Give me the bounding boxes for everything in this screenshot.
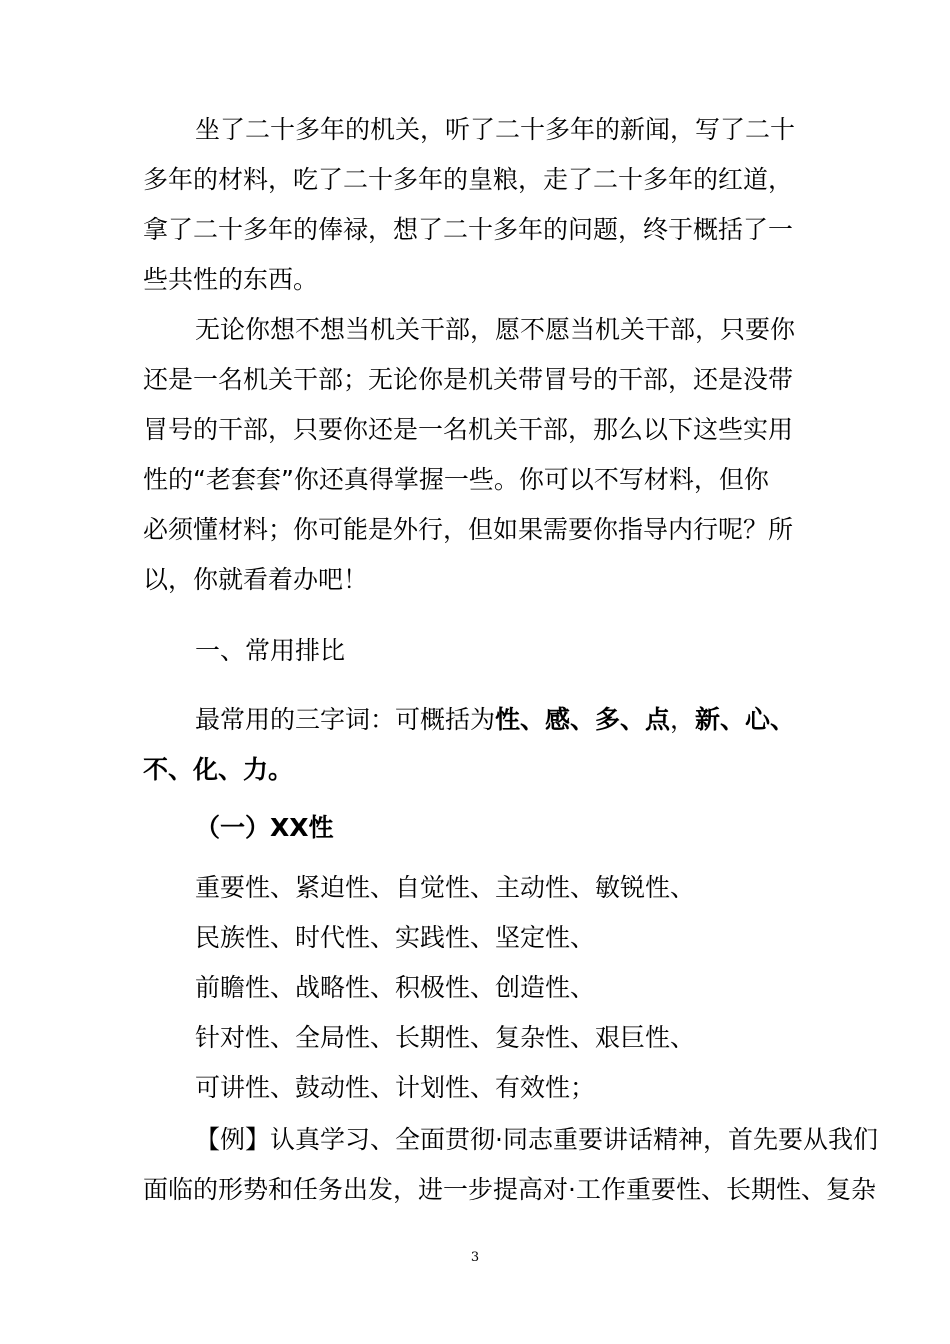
intro-line-2: 多年的材料，吃了二十多年的皇粮，走了二十多年的红道， [143, 165, 794, 194]
intro-line-3: 拿了二十多年的俸禄，想了二十多年的问题，终于概括了一 [143, 215, 794, 244]
term-list-line-3: 前瞻性、战略性、积极性、创造性、 [195, 973, 596, 1002]
term-list-line-2: 民族性、时代性、实践性、坚定性、 [195, 923, 596, 952]
section-heading: 一、常用排比 [195, 636, 346, 665]
term-list-line-5: 可讲性、鼓动性、计划性、有效性； [195, 1073, 596, 1102]
preface-line-2: 还是一名机关干部；无论你是机关带冒号的干部，还是没带 [143, 365, 794, 394]
term-list-line-4: 针对性、全局性、长期性、复杂性、艰巨性、 [195, 1023, 696, 1052]
summary-bold-terms-1: 性、感、多、点 [495, 705, 671, 734]
summary-separator: ， [670, 705, 696, 734]
example-line-1: 【例】认真学习、全面贯彻·同志重要讲话精神，首先要从我们 [195, 1125, 878, 1154]
summary-line-2: 不、化、力。 [143, 755, 294, 784]
preface-line-1: 无论你想不想当机关干部，愿不愿当机关干部，只要你 [195, 315, 796, 344]
preface-line-4: 性的“老套套”你还真得掌握一些。你可以不写材料，但你 [143, 465, 769, 494]
summary-bold-terms-2: 新、心、 [695, 705, 796, 734]
summary-line-1 [195, 703, 795, 737]
intro-line-1: 坐了二十多年的机关，听了二十多年的新闻，写了二十 [195, 115, 796, 144]
intro-line-4: 些共性的东西。 [143, 265, 319, 294]
summary-prefix: 最常用的三字词：可概括为 [195, 705, 496, 734]
preface-line-6: 以，你就看着办吧！ [143, 565, 369, 594]
term-list-line-1: 重要性、紧迫性、自觉性、主动性、敏锐性、 [195, 873, 696, 902]
subsection-heading: （一）XX性 [195, 813, 334, 842]
preface-line-5: 必须懂材料；你可能是外行，但如果需要你指导内行呢？所 [143, 515, 794, 544]
page-number: 3 [470, 1250, 480, 1265]
preface-line-3: 冒号的干部，只要你还是一名机关干部，那么以下这些实用 [143, 415, 794, 444]
example-line-2: 面临的形势和任务出发，进一步提高对·工作重要性、长期性、复杂 [143, 1175, 876, 1204]
